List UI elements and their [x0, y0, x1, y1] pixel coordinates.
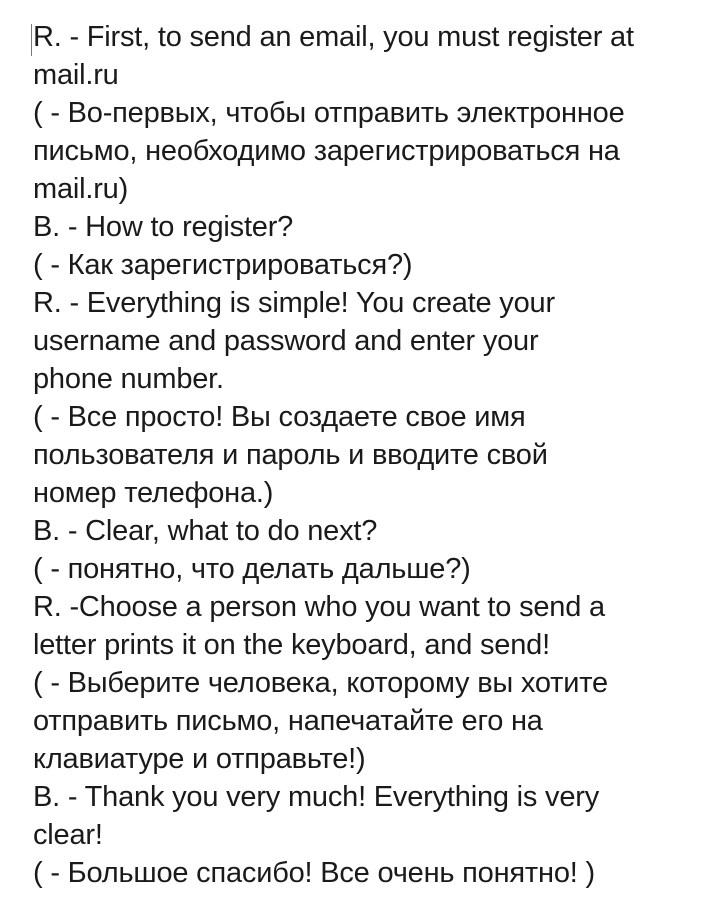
text-line: клавиатуре и отправьте!) — [33, 743, 366, 775]
text-line: отправить письмо, напечатайте его на — [33, 705, 543, 737]
text-line: B. - Clear, what to do next? — [33, 515, 378, 547]
text-line: R. - Everything is simple! You create your — [33, 287, 555, 319]
text-line: B. - Thank you very much! Everything is very — [33, 781, 600, 813]
text-line: clear! — [33, 819, 103, 851]
text-line: R. -Choose a person who you want to send a — [33, 591, 605, 623]
text-line: mail.ru — [33, 59, 119, 91]
text-line: письмо, необходимо зарегистрироваться на — [33, 135, 620, 167]
text-line: phone number. — [33, 363, 224, 395]
text-line: ( - понятно, что делать дальше?) — [33, 553, 471, 585]
text-line: ( - Большое спасибо! Все очень понятно! ) — [33, 857, 595, 889]
document-body — [33, 18, 717, 892]
text-line: B. - How to register? — [33, 211, 294, 243]
text-line: пользователя и пароль и вводите свой — [33, 439, 548, 471]
text-line: username and password and enter your — [33, 325, 539, 357]
text-line: ( - Выберите человека, которому вы хотите — [33, 667, 608, 699]
text-cursor — [31, 24, 32, 56]
text-line: ( - Все просто! Вы создаете свое имя — [33, 401, 526, 433]
text-line: mail.ru) — [33, 173, 129, 205]
text-line: номер телефона.) — [33, 477, 274, 509]
text-line: letter prints it on the keyboard, and send! — [33, 629, 550, 661]
text-line: R. - First, to send an email, you must register at — [33, 21, 634, 53]
text-line: ( - Во-первых, чтобы отправить электронное — [33, 97, 625, 129]
text-line: ( - Как зарегистрироваться?) — [33, 249, 413, 281]
